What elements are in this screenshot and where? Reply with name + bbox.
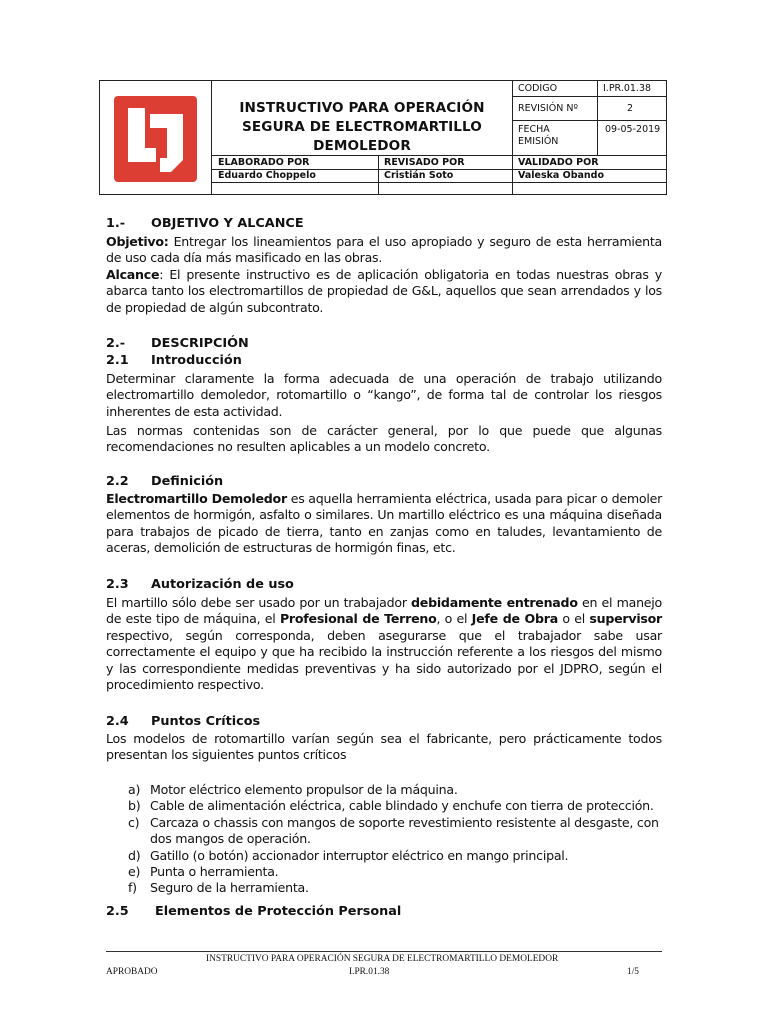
codigo-label: CODIGO (518, 83, 558, 94)
footer-title: INSTRUCTIVO PARA OPERACIÓN SEGURA DE ELECTROMARTILLO DEMOLEDOR (206, 954, 559, 964)
subsection-heading (106, 714, 260, 730)
definicion-term: Electromartillo Demoledor (106, 491, 287, 506)
elaborado-label: ELABORADO POR (218, 157, 310, 168)
footer-divider (106, 951, 662, 952)
subsection-title: Definición (151, 474, 224, 489)
alcance-label: Alcance (106, 267, 160, 282)
subsection-title: Introducción (151, 353, 242, 368)
list-marker: e) (128, 864, 141, 880)
logo-mark-icon (114, 96, 197, 182)
list-item-text: Gatillo (o botón) accionador interruptor eléctrico en mango principal. (150, 847, 569, 863)
subsection-heading (106, 577, 294, 593)
table-divider (512, 120, 667, 121)
subsection-title: Elementos de Protección Personal (155, 904, 402, 919)
autorizacion-paragraph (106, 595, 662, 693)
introduccion-paragraph: Las normas contenidas son de carácter general, por lo que puede que algunas recomendaciones no resulten aplicables a un modelo concreto. (106, 423, 662, 455)
list-item (128, 782, 662, 798)
subsection-number: 2.2 (106, 474, 129, 489)
revisado-value: Cristián Soto (384, 170, 454, 181)
validado-value: Valeska Obando (518, 170, 605, 181)
subsection-number: 2.1 (106, 353, 129, 368)
section-heading (106, 216, 304, 232)
section-number: 1.- (106, 216, 126, 231)
introduccion-paragraph: Determinar claramente la forma adecuada de una operación de trabajo utilizando electromartillo demoledor, rotomartillo o “kango”, de forma tal de controlar los riesgos inherentes de esta actividad. (106, 371, 662, 419)
subsection-heading (106, 353, 242, 369)
table-divider (512, 96, 667, 97)
codigo-value: I.PR.01.38 (603, 83, 652, 94)
fecha-label: EMISIÓN (518, 136, 559, 147)
logo-cell (100, 81, 211, 194)
definicion-text: es aquella herramienta eléctrica, usada para picar o demoler elementos de hormigón, asfalto o similares. Un martillo eléctrico es una máquina diseñada para trabajos de picado de tierra, tanto en zanjas como en taludes, levantamiento de aceras, demolición de estructuras de hormigón finas, etc. (106, 491, 662, 556)
list-item (128, 798, 662, 814)
subsection-number: 2.3 (106, 577, 129, 592)
validado-label: VALIDADO POR (518, 157, 599, 168)
fecha-value: 09-05-2019 (605, 124, 661, 135)
list-item-text: Motor eléctrico elemento propulsor de la máquina. (150, 782, 458, 797)
autorizacion-emphasis: Jefe de Obra (471, 611, 558, 627)
autorizacion-text: en el manejo de este tipo de máquina, el (106, 595, 663, 627)
document-title-line: SEGURA DE ELECTROMARTILLO (242, 119, 482, 135)
puntos-criticos-list (128, 782, 662, 897)
autorizacion-text: respectivo, según corresponda, deben asegurarse que el trabajador sabe usar correctamente el equipo y que ha recibido la instrucción referente a los riesgos del mismo y las correspondiente medidas preventivas y ha sido autorizado por el JDPRO, según el procedimiento respectivo. (106, 627, 662, 693)
list-item (128, 864, 662, 880)
list-item-text: Carcaza o chassis con mangos de soporte revestimiento resistente al desgaste, con dos mangos de operación. (150, 814, 659, 847)
document-header-table (99, 80, 667, 195)
objetivo-text: Entregar los lineamientos para el uso apropiado y seguro de esta herramienta de uso cada día más masificado en las obras. (106, 234, 662, 266)
autorizacion-text: , o el (436, 611, 472, 627)
autorizacion-emphasis: supervisor (589, 611, 663, 627)
section-title: OBJETIVO Y ALCANCE (151, 216, 304, 231)
table-divider (597, 81, 598, 155)
list-item-text: Punta o herramienta. (150, 864, 279, 880)
footer-code: I.PR.01.38 (349, 967, 390, 977)
alcance-paragraph (106, 267, 662, 316)
list-item (128, 880, 662, 896)
list-marker: d) (128, 847, 141, 863)
list-item-text: Seguro de la herramienta. (150, 880, 309, 896)
list-marker: a) (128, 782, 141, 797)
subsection-heading (106, 474, 223, 490)
elaborado-value: Eduardo Choppelo (218, 170, 316, 181)
list-marker: c) (128, 814, 140, 830)
subsection-title: Autorización de uso (151, 577, 294, 592)
subsection-heading (106, 904, 401, 920)
list-item (128, 815, 662, 848)
subsection-title: Puntos Críticos (151, 714, 261, 729)
autorizacion-text: El martillo sólo debe ser usado por un trabajador (106, 595, 412, 610)
document-title-line: INSTRUCTIVO PARA OPERACIÓN (239, 100, 485, 116)
autorizacion-text: o el (557, 611, 590, 627)
table-divider (512, 81, 513, 194)
section-heading (106, 336, 249, 352)
autorizacion-emphasis: debidamente entrenado (411, 595, 578, 610)
subsection-number: 2.4 (106, 714, 129, 729)
footer-page-number: 1/5 (627, 967, 639, 977)
subsection-number: 2.5 (106, 904, 129, 919)
document-title (212, 99, 512, 156)
section-title: DESCRIPCIÓN (151, 336, 249, 351)
document-title-line: DEMOLEDOR (313, 138, 411, 154)
section-number: 2.- (106, 336, 126, 351)
definicion-paragraph (106, 491, 662, 557)
table-divider (378, 155, 379, 194)
revision-value: 2 (627, 103, 634, 114)
objetivo-label: Objetivo: (106, 234, 169, 249)
puntos-criticos-paragraph: Los modelos de rotomartillo varían según sea el fabricante, pero prácticamente todos presentan los siguientes puntos críticos (106, 731, 662, 763)
objetivo-paragraph (106, 234, 662, 267)
table-divider (211, 182, 667, 183)
revisado-label: REVISADO POR (384, 157, 465, 168)
footer-status: APROBADO (106, 967, 158, 977)
company-logo (114, 96, 197, 182)
autorizacion-emphasis: Profesional de Terreno (279, 611, 437, 627)
revision-label: REVISIÓN Nº (518, 103, 578, 114)
list-item-text: Cable de alimentación eléctrica, cable blindado y enchufe con tierra de protección. (150, 798, 654, 814)
alcance-text: : El presente instructivo es de aplicación obligatoria en todas nuestras obras y abarca tanto los electromartillos de propiedad de G&L, aquellos que sean arrendados y los de propiedad de algún subcontrato. (106, 267, 662, 315)
list-item (128, 848, 662, 864)
fecha-label: FECHA (518, 124, 550, 135)
list-marker: b) (128, 798, 141, 814)
list-marker: f) (128, 880, 137, 896)
